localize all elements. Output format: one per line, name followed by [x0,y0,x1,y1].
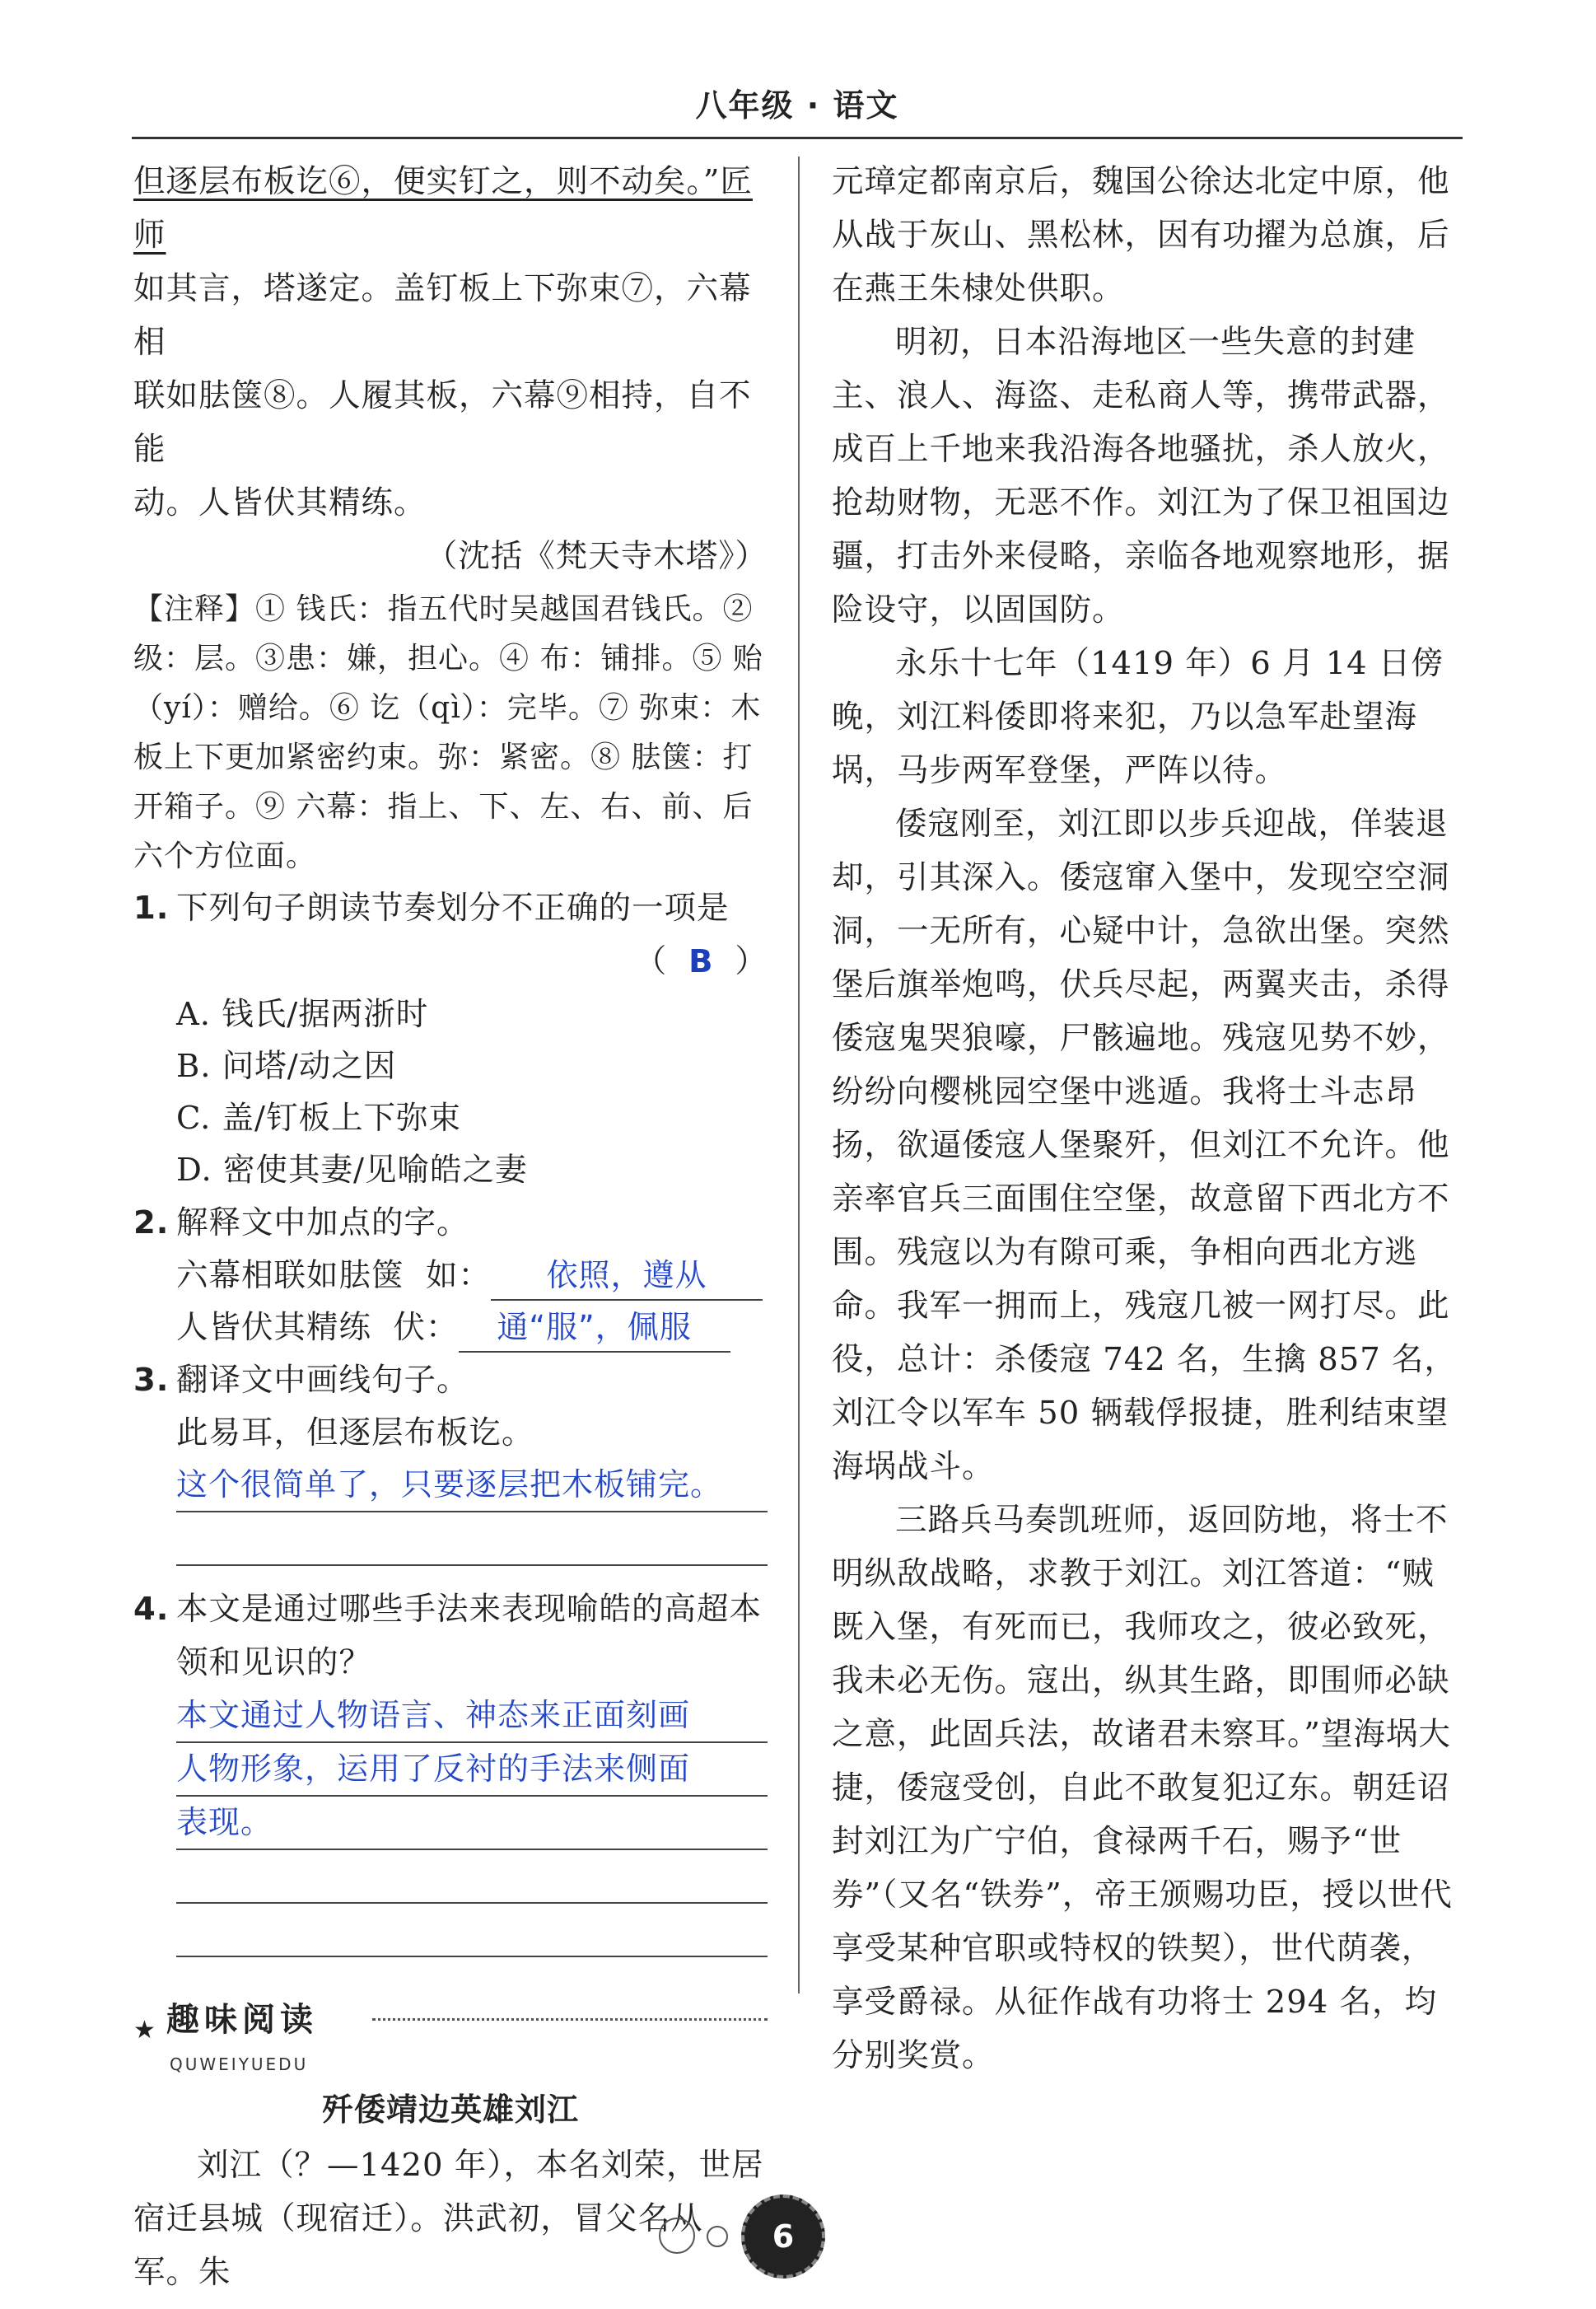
q4-answer-line: 表现。 [176,1797,768,1850]
q2-item-1: 六幕相联如胠箧 如： 依照，遵从 [176,1250,768,1302]
q4-answer-line: 人物形象，运用了反衬的手法来侧面 [176,1743,768,1797]
passage-line: 如其言，塔遂定。盖钉板上下弥束⑦，六幕相 [133,270,752,361]
banner-subtitle: QUWEIYUEDU [170,2054,309,2074]
annotations: 【注释】① 钱氏：指五代时吴越国君钱氏。② 级：层。③患：嫌，担心。④ 布：铺排。⑤ 贻（yí）：赠给。⑥ 讫（qì）：完毕。⑦ 弥束：木板上下更加紧密约束。弥：紧密。⑧ 胠箧：打开箱子。⑨ 六幕：指上、下、左、右、前、后六个方位面。 [133,592,763,873]
decor-circle-icon [707,2226,728,2247]
question-1 [133,881,768,935]
question-number: 4. [133,1591,170,1628]
question-3 [133,1353,768,1407]
question-number: 1. [133,890,170,927]
star-icon: ★ [133,2016,156,2045]
option-d: D. 密使其妻/见喻皓之妻 [176,1152,528,1189]
right-column [832,155,1464,2082]
question-number: 2. [133,1204,170,1241]
article-paragraph: 三路兵马奏凯班师，返回防地，将士不明纵敌战略，求教于刘江。刘江答道：“贼既入堡，有死而已，我师攻之，彼必致死，我未必无伤。寇出，纵其生路，即围师必缺之意，此固兵法，故诸君未察耳。”望海埚大捷，倭寇受创，自此不敢复犯辽东。朝廷诏封刘江为广宁伯，食禄两千石，赐予“世券”（又名“铁券”，帝王颁赐功臣，授以世代享受某种官职或特权的铁契），世代荫袭，享受爵禄。从征作战有功将士 294 名，均分别奖赏。 [832,1502,1453,2074]
passage-source: （沈括《梵天寺木塔》） [425,538,768,575]
q2-item-2: 人皆伏其精练 伏： 通“服”，佩服 [176,1302,768,1353]
article-paragraph: 永乐十七年（1419 年）6 月 14 日傍晚，刘江料倭即将来犯，乃以急军赴望海埚，马步两军登堡，严阵以待。 [832,645,1444,789]
question-4 [133,1582,768,1690]
question-text: 翻译文中画线句子。 [176,1362,469,1399]
q3-sentence: 此易耳，但逐层布板讫。 [176,1414,534,1451]
question-2 [133,1196,768,1250]
article-paragraph: 明初，日本沿海地区一些失意的封建主、浪人、海盗、走私商人等，携带武器，成百上千地来我沿海各地骚扰，杀人放火，抢劫财物，无恶不作。刘江为了保卫祖国边疆，打击外来侵略，亲临各地观察地形，据险设守，以固国防。 [832,324,1450,629]
article-paragraph: 刘江（？—1420 年），本名刘荣，世居宿迁县城（现宿迁）。洪武初，冒父名从军。朱 [133,2147,764,2291]
q2-answer-1: 依照，遵从 [491,1251,763,1301]
passage-line: 联如胠箧⑧。人履其板，六幕⑨相持，自不能 [133,377,752,468]
option-b: B. 问塔/动之因 [176,1048,397,1085]
article-paragraph: 元璋定都南京后，魏国公徐达北定中原，他从战于灰山、黑松林，因有功擢为总旗，后在燕王朱棣处供职。 [832,163,1450,307]
question-text: 本文是通过哪些手法来表现喻皓的高超本领和见识的？ [176,1591,763,1681]
q2-answer-2: 通“服”，佩服 [459,1303,730,1353]
passage-line: 动。人皆伏其精练。 [133,484,427,521]
question-text: 解释文中加点的字。 [176,1204,469,1241]
left-column [133,155,768,2299]
passage-line: 但逐层布板讫⑥，便实钉之，则不动矣。”匠师 [133,163,753,254]
answer-line-blank [176,1512,768,1566]
fun-reading-banner [133,1987,768,2078]
banner-title: 趣味阅读 [166,2001,318,2039]
page-number: 6 [741,2194,825,2279]
column-divider [798,157,800,1993]
answer-line-blank [176,1850,768,1904]
page-number-badge [659,2183,856,2282]
decor-circle-icon [659,2218,695,2254]
header-title: 八年级 · 语文 [695,87,899,124]
question-number: 3. [133,1362,170,1399]
article-paragraph: 倭寇刚至，刘江即以步兵迎战，佯装退却，引其深入。倭寇窜入堡中，发现空空洞洞，一无所有，心疑中计，急欲出堡。突然堡后旗举炮鸣，伏兵尽起，两翼夹击，杀得倭寇鬼哭狼嚎，尸骸遍地。残寇见势不妙，纷纷向樱桃园空堡中逃遁。我将士斗志昂扬，欲逼倭寇人堡聚歼，但刘江不允许。他亲率官兵三面围住空堡，故意留下西北方不围。残寇以为有隙可乘，争相向西北方逃命。我军一拥而上，残寇几被一网打尽。此役，总计：杀倭寇 742 名，生擒 857 名，刘江令以军车 50 辆载俘报捷，胜利结束望海埚战斗。 [832,806,1457,1485]
answer-bracket: （ B ） [634,943,768,980]
option-c: C. 盖/钉板上下弥束 [176,1100,462,1137]
page-header [132,79,1463,139]
option-a: A. 钱氏/据两浙时 [176,996,429,1033]
question-text: 下列句子朗读节奏划分不正确的一项是 [176,890,730,927]
answer-choice: B [688,943,714,980]
banner-dotted-line [372,2018,768,2021]
answer-line-blank [176,1904,768,1957]
q4-answer-line: 本文通过人物语言、神态来正面刻画 [176,1690,768,1743]
q3-answer-line: 这个很简单了，只要逐层把木板铺完。 [176,1459,768,1512]
article-title: 歼倭靖边英雄刘江 [321,2092,579,2128]
